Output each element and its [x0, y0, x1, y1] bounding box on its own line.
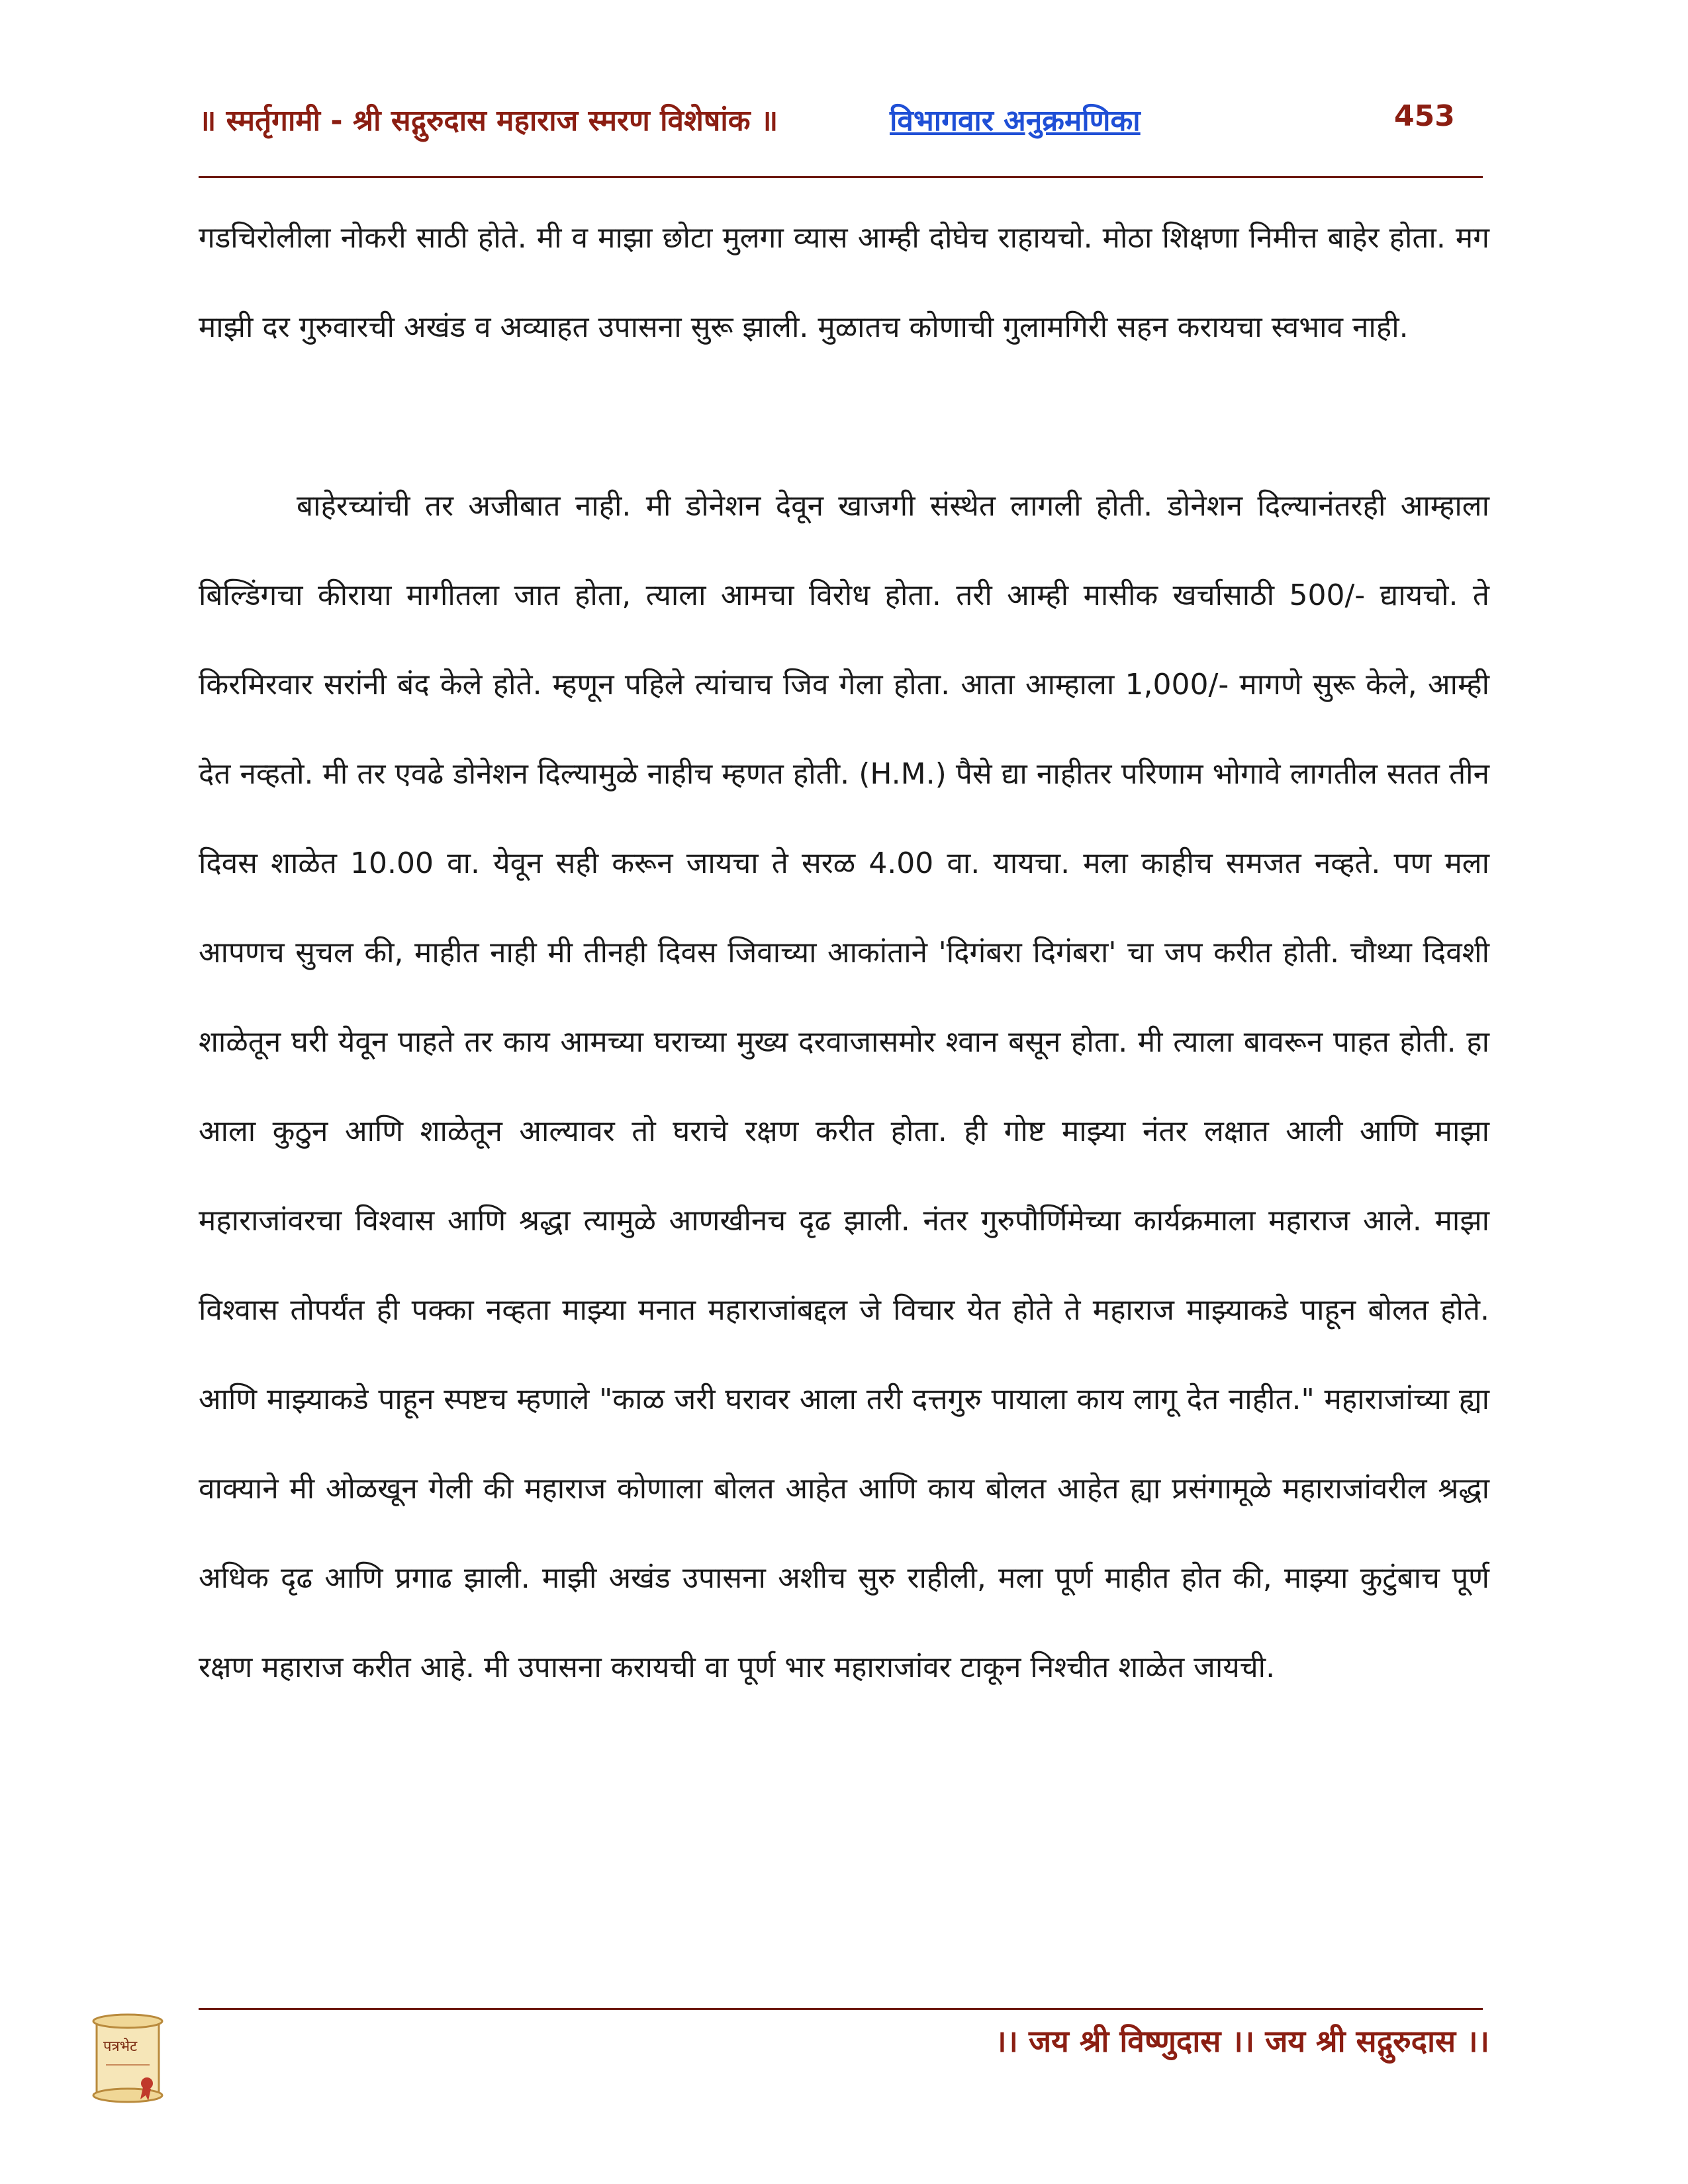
scroll-icon — [85, 2012, 171, 2105]
page-header — [199, 99, 1483, 152]
logo-label: पत्रभेट — [103, 2038, 138, 2055]
footer-tagline: ।। जय श्री विष्णुदास ।। जय श्री सद्गुरुदास ।। — [995, 2023, 1489, 2059]
patrabhet-scroll-logo — [85, 2012, 171, 2105]
section-index-link[interactable]: विभागवार अनुक्रमणिका — [890, 104, 1141, 138]
paragraph-1: गडचिरोलीला नोकरी साठी होते. मी व माझा छोटा मुलगा व्यास आम्ही दोघेच राहायचो. मोठा शिक्षणा निमीत्त बाहेर होता. मग माझी दर गुरुवारची अखंड व अव्याहत उपासना सुरू झाली. मुळातच कोणाची गुलामगिरी सहन करायचा स्वभाव नाही. — [199, 221, 1489, 344]
magazine-title: ॥ स्मर्तृगामी - श्री सद्गुरुदास महाराज स्मरण विशेषांक ॥ — [199, 104, 778, 138]
paragraph-2: बाहेरच्यांची तर अजीबात नाही. मी डोनेशन देवून खाजगी संस्थेत लागली होती. डोनेशन दिल्यानंतरही आम्हाला बिल्डिंगचा कीराया मागीतला जात होता, त्याला आमचा विरोध होता. तरी आम्ही मासीक खर्चासाठी 500/- द्यायचो. ते किरमिरवार सरांनी बंद केले होते. म्हणून पहिले त्यांचाच जिव गेला होता. आता आम्हाला 1,000/- मागणे सुरू केले, आम्ही देत नव्हतो. मी तर एवढे डोनेशन दिल्यामुळे नाहीच म्हणत होती. (H.M.) पैसे द्या नाहीतर परिणाम भोगावे लागतील सतत तीन दिवस शाळेत 10.00 वा. येवून सही करून जायचा ते सरळ 4.00 वा. यायचा. मला काहीच समजत नव्हते. पण मला आपणच सुचल की, माहीत नाही मी तीनही दिवस जिवाच्या आकांताने 'दिगंबरा दिगंबरा' चा जप करीत होती. चौथ्या दिवशी शाळेतून घरी येवून पाहते तर काय आमच्या घराच्या मुख्य दरवाजासमोर श्वान बसून होता. मी त्याला बावरून पाहत होती. हा आला कुठुन आणि शाळेतून आल्यावर तो घराचे रक्षण करीत होता. ही गोष्ट माझ्या नंतर लक्षात आली आणि माझा महाराजांवरचा विश्वास आणि श्रद्धा त्यामुळे आणखीनच दृढ झाली. नंतर गुरुपौर्णिमेच्या कार्यक्रमाला महाराज आले. माझा विश्वास तोपर्यंत ही पक्का नव्हता माझ्या मनात महाराजांबद्दल जे विचार येत होते ते महाराज माझ्याकडे पाहून बोलत होते. आणि माझ्याकडे पाहून स्पष्टच म्हणाले "काळ जरी घरावर आला तरी दत्तगुरु पायाला काय लागू देत नाहीत." महाराजांच्या ह्या वाक्याने मी ओळखून गेली की महाराज कोणाला बोलत आहेत आणि काय बोलत आहेत ह्या प्रसंगामूळे महाराजांवरील श्रद्धा अधिक दृढ आणि प्रगाढ झाली. माझी अखंड उपासना अशीच सुरु राहीली, मला पूर्ण माहीत होत की, माझ्या कुटुंबाच पूर्ण रक्षण महाराज करीत आहे. मी उपासना करायची वा पूर्ण भार महाराजांवर टाकून निश्चीत शाळेत जायची. — [199, 489, 1489, 1684]
footer-divider — [199, 2008, 1483, 2010]
header-divider — [199, 176, 1483, 178]
page-number: 453 — [1394, 99, 1455, 133]
article-body — [199, 193, 1489, 1712]
